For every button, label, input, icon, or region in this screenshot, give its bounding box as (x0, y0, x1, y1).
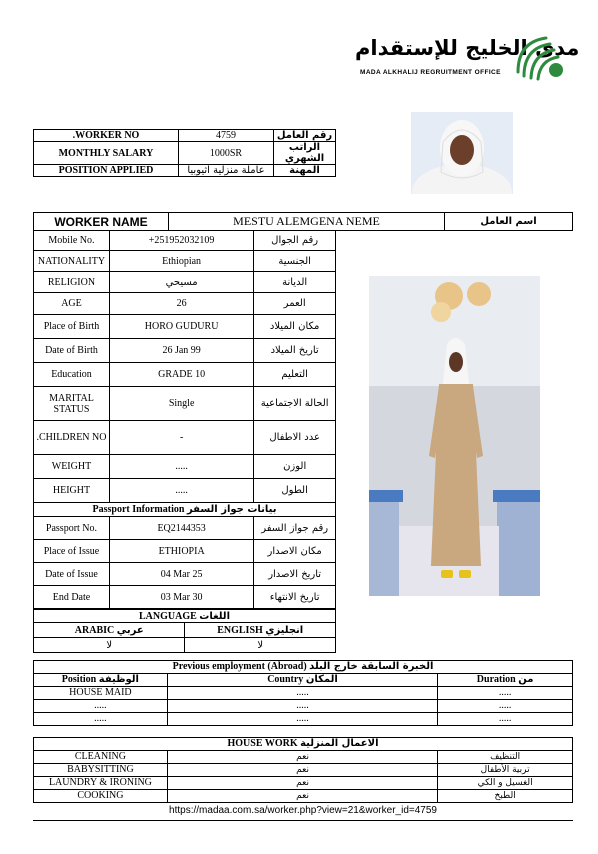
employment-position: HOUSE MAID (34, 687, 168, 700)
house-work-task: CLEANING (34, 751, 168, 764)
employment-duration: ..... (438, 687, 573, 700)
passport-value: 03 Mar 30 (109, 586, 253, 609)
personal-info-value: +251952032109 (109, 231, 253, 251)
house-work-header (34, 738, 573, 751)
summary-value: عاملة منزلية اثيوبيا (179, 165, 274, 177)
language-header-ar: اللغات (199, 610, 230, 622)
personal-info-label-ar: مكان الميلاد (254, 315, 336, 339)
house-work-task-ar: تربية الأطفال (438, 764, 573, 777)
col-country-header (167, 674, 437, 687)
personal-info-value: 26 (109, 293, 253, 315)
personal-info-label: Education (34, 363, 110, 387)
personal-info-row (34, 455, 336, 479)
summary-label: MONTHLY SALARY (34, 142, 179, 165)
english-label-en: ENGLISH (217, 624, 263, 636)
summary-table (33, 129, 336, 177)
summary-value: 1000SR (179, 142, 274, 165)
personal-info-value: GRADE 10 (109, 363, 253, 387)
passport-header-ar: بيانات جواز السفر (186, 504, 277, 515)
personal-info-label: Place of Birth (34, 315, 110, 339)
personal-info-label-ar: تاريخ الميلاد (254, 339, 336, 363)
passport-row (34, 540, 336, 563)
logo-english-text: MADA ALKHALIJ REGRUITMENT OFFICE (360, 69, 501, 76)
passport-label-ar: رقم جواز السفر (254, 517, 336, 540)
personal-info-row (34, 251, 336, 272)
worker-name-label-ar: اسم العامل (445, 213, 573, 231)
english-language-label (185, 623, 336, 638)
personal-info-value: 26 Jan 99 (109, 339, 253, 363)
arabic-label-en: ARABIC (74, 624, 115, 636)
personal-info-label-ar: الحالة الاجتماعية (254, 387, 336, 421)
passport-section-header (34, 503, 336, 517)
previous-employment-table (33, 660, 573, 726)
personal-info-label: Date of Birth (34, 339, 110, 363)
personal-info-value: مسيحي (109, 272, 253, 293)
col-position-ar: الوظيفة (98, 674, 139, 685)
arabic-language-value: لا (34, 638, 185, 653)
house-work-task-ar: الغسيل و الكي (438, 777, 573, 790)
personal-info-row (34, 315, 336, 339)
employment-position: ..... (34, 713, 168, 726)
summary-label-ar: الراتب الشهري (274, 142, 336, 165)
personal-info-label-ar: الطول (254, 479, 336, 503)
personal-info-label: .CHILDREN NO (34, 421, 110, 455)
house-work-row (34, 751, 573, 764)
passport-value: ETHIOPIA (109, 540, 253, 563)
summary-label: POSITION APPLIED (34, 165, 179, 177)
employment-duration: ..... (438, 700, 573, 713)
worker-full-body-photo (369, 276, 540, 596)
passport-row (34, 586, 336, 609)
previous-employment-header-ar: الخبرة السابقة خارج البلد (309, 661, 434, 672)
personal-info-value: ..... (109, 455, 253, 479)
personal-info-row (34, 231, 336, 251)
passport-label: Place of Issue (34, 540, 110, 563)
col-duration-en: Duration (476, 674, 516, 685)
house-work-value: نعم (167, 777, 437, 790)
arabic-label-ar: عربي (116, 624, 144, 636)
employment-position: ..... (34, 700, 168, 713)
previous-employment-row (34, 687, 573, 700)
personal-info-row (34, 339, 336, 363)
personal-info-value: Ethiopian (109, 251, 253, 272)
col-country-en: Country (267, 674, 304, 685)
company-logo-icon (512, 32, 568, 82)
house-work-header-en: HOUSE WORK (227, 738, 298, 749)
summary-label-ar: رقم العامل (274, 130, 336, 142)
employment-country: ..... (167, 713, 437, 726)
house-work-task: BABYSITTING (34, 764, 168, 777)
previous-employment-header-en: Previous employment (Abroad) (172, 661, 307, 672)
language-section-header (34, 610, 336, 623)
worker-name-table (33, 212, 573, 231)
personal-info-value: - (109, 421, 253, 455)
passport-label: Date of Issue (34, 563, 110, 586)
personal-info-row (34, 421, 336, 455)
passport-label-ar: مكان الاصدار (254, 540, 336, 563)
personal-info-label: Mobile No. (34, 231, 110, 251)
col-duration-header (438, 674, 573, 687)
passport-row (34, 563, 336, 586)
passport-label-ar: تاريخ الاصدار (254, 563, 336, 586)
language-header-en: LANGUAGE (138, 610, 197, 622)
passport-label: Passport No. (34, 517, 110, 540)
col-duration-ar: من (518, 674, 534, 685)
house-work-value: نعم (167, 751, 437, 764)
personal-info-row (34, 479, 336, 503)
personal-info-row (34, 387, 336, 421)
previous-employment-header (34, 661, 573, 674)
passport-value: 04 Mar 25 (109, 563, 253, 586)
summary-label: .WORKER NO (34, 130, 179, 142)
worker-url-link[interactable]: https://madaa.com.sa/worker.php?view=21&worker_id=4759 (169, 805, 437, 816)
house-work-value: نعم (167, 764, 437, 777)
passport-label: End Date (34, 586, 110, 609)
worker-name-value: MESTU ALEMGENA NEME (169, 213, 445, 231)
house-work-task-ar: الطبخ (438, 790, 573, 803)
personal-info-label: AGE (34, 293, 110, 315)
summary-label-ar: المهنة (274, 165, 336, 177)
house-work-value: نعم (167, 790, 437, 803)
personal-info-row (34, 363, 336, 387)
arabic-language-label (34, 623, 185, 638)
previous-employment-row (34, 713, 573, 726)
personal-info-value: Single (109, 387, 253, 421)
bottom-divider (33, 820, 573, 821)
employment-country: ..... (167, 687, 437, 700)
house-work-row (34, 790, 573, 803)
passport-row (34, 517, 336, 540)
personal-info-label: WEIGHT (34, 455, 110, 479)
summary-row (34, 130, 336, 142)
personal-info-label-ar: التعليم (254, 363, 336, 387)
passport-header-en: Passport Information (92, 504, 185, 515)
english-label-ar: انجليزي (265, 624, 304, 636)
personal-info-label: NATIONALITY (34, 251, 110, 272)
summary-row (34, 142, 336, 165)
personal-info-label-ar: الجنسية (254, 251, 336, 272)
language-table (33, 609, 336, 653)
personal-info-row (34, 272, 336, 293)
personal-info-label-ar: الوزن (254, 455, 336, 479)
col-position-header (34, 674, 168, 687)
employment-country: ..... (167, 700, 437, 713)
personal-info-label-ar: رقم الجوال (254, 231, 336, 251)
personal-info-table (33, 230, 336, 609)
personal-info-label-ar: العمر (254, 293, 336, 315)
house-work-task-ar: التنظيف (438, 751, 573, 764)
house-work-row (34, 777, 573, 790)
house-work-task: LAUNDRY & IRONING (34, 777, 168, 790)
col-country-ar: المكان (305, 674, 338, 685)
personal-info-label: HEIGHT (34, 479, 110, 503)
personal-info-label: MARITAL STATUS (34, 387, 110, 421)
previous-employment-row (34, 700, 573, 713)
worker-name-label: WORKER NAME (34, 213, 169, 231)
logo-arabic-text: مدى الخليج للإستقدام (355, 36, 580, 60)
personal-info-label-ar: الديانة (254, 272, 336, 293)
house-work-header-ar: الاعمال المنزلية (300, 738, 379, 749)
house-work-task: COOKING (34, 790, 168, 803)
personal-info-row (34, 293, 336, 315)
personal-info-label: RELIGION (34, 272, 110, 293)
personal-info-value: ..... (109, 479, 253, 503)
personal-info-value: HORO GUDURU (109, 315, 253, 339)
passport-value: EQ2144353 (109, 517, 253, 540)
summary-row (34, 165, 336, 177)
col-position-en: Position (61, 674, 97, 685)
worker-headshot-photo (411, 112, 513, 194)
passport-label-ar: تاريخ الانتهاء (254, 586, 336, 609)
house-work-table (33, 737, 573, 803)
house-work-row (34, 764, 573, 777)
summary-value: 4759 (179, 130, 274, 142)
personal-info-label-ar: عدد الاطفال (254, 421, 336, 455)
english-language-value: لا (185, 638, 336, 653)
employment-duration: ..... (438, 713, 573, 726)
